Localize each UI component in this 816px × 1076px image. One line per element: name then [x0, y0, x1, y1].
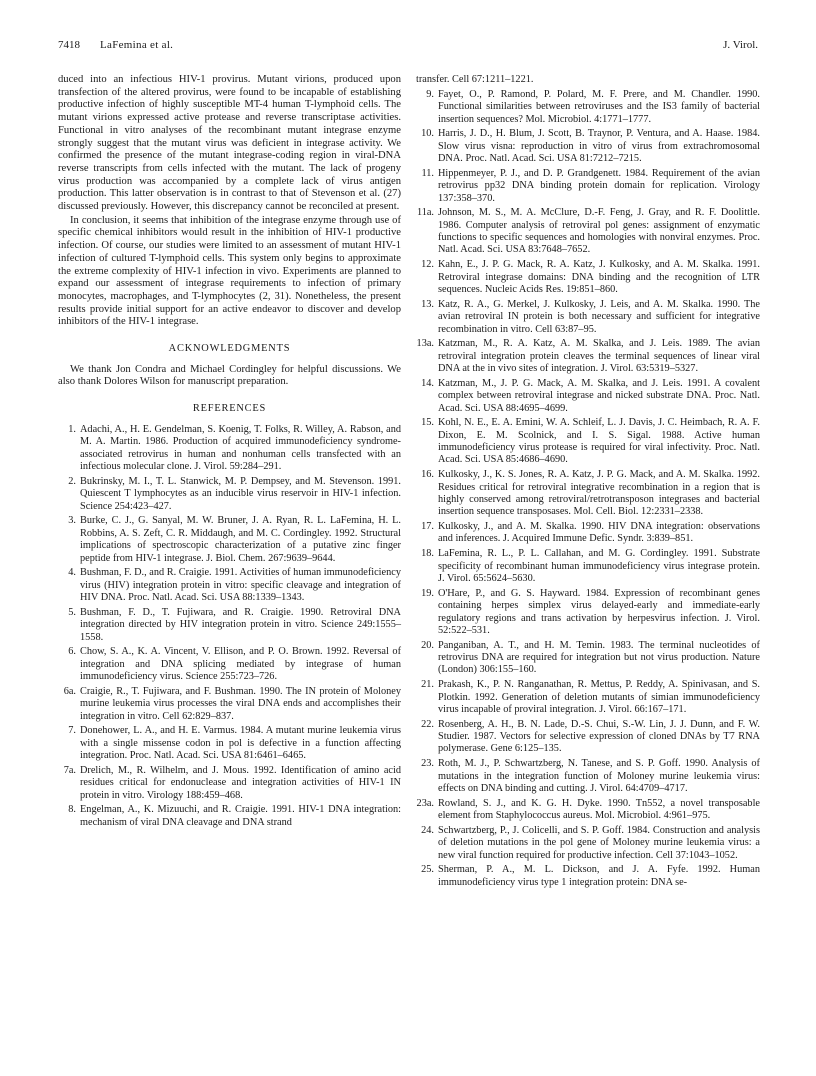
reference-entry: [416, 299, 760, 336]
reference-text: Roth, M. J., P. Schwartzberg, N. Tanese, and S. P. Goff. 1990. Analysis of mutations in the integration function of Moloney murine leukemia virus: effects on DNA binding and cutting. J. Virol. 64:4709–4717.: [438, 758, 760, 794]
reference-text: Burke, C. J., G. Sanyal, M. W. Bruner, J. A. Ryan, R. L. LaFemina, H. L. Robbins, A. S. Zeft, C. R. Middaugh, and M. C. Cordingley. 1992. Structural implications of spectroscopic characterization of a putative zinc finger peptide from HIV-1 integrase. J. Biol. Chem. 267:9639–9644.: [80, 515, 401, 564]
reference-text: Katzman, M., R. A. Katz, A. M. Skalka, and J. Leis. 1989. The avian retroviral integration protein cleaves the terminal sequences of linear viral DNA at the in vivo sites of integration. J. Virol. 63:5319–5327.: [438, 338, 760, 375]
reference-number: 23.: [421, 758, 434, 770]
reference-number: 6a.: [63, 685, 76, 697]
reference-number: 22.: [421, 718, 434, 730]
reference-number: 19.: [421, 587, 434, 599]
reference-number: 16.: [421, 469, 434, 481]
reference-text: Bushman, F. D., T. Fujiwara, and R. Craigie. 1990. Retroviral DNA integration directed by HIV integration protein in vitro. Science 249:1555–1558.: [80, 606, 401, 643]
reference-text: Harris, J. D., H. Blum, J. Scott, B. Traynor, P. Ventura, and A. Haase. 1984. Slow virus visna: reproduction in vitro of virus from extrachromosomal DNA. Proc. Natl. Acad. Sci. USA 81:7212–7215.: [438, 128, 760, 165]
reference-entry: [416, 338, 760, 375]
reference-entry: [416, 259, 760, 296]
reference-number: 18.: [421, 548, 434, 560]
reference-text: LaFemina, R. L., P. L. Callahan, and M. G. Cordingley. 1991. Substrate specificity of recombinant human immunodeficiency virus integrase protein. J. Virol. 65:5624–5630.: [438, 548, 760, 584]
reference-text: O'Hare, P., and G. S. Hayward. 1984. Expression of recombinant genes containing herpes simplex virus delayed-early and immediate-early regulatory regions and trans activation by herpesvirus infection. J. Virol. 52:522–531.: [438, 587, 760, 636]
reference-text: Panganiban, A. T., and H. M. Temin. 1983. The terminal nucleotides of retrovirus DNA are required for integration but not virus production. Nature (London) 306:155–160.: [438, 639, 760, 676]
reference-number: 12.: [421, 259, 434, 271]
reference-entry: [58, 725, 401, 762]
reference-number: 23a.: [416, 797, 434, 809]
reference-entry: [58, 424, 401, 474]
reference-entry: [416, 378, 760, 415]
reference-number: 11.: [421, 167, 434, 179]
reference-number: 2.: [68, 475, 76, 487]
reference-number: 11a.: [416, 207, 434, 219]
reference-entry: [416, 128, 760, 165]
reference-text: Kulkosky, J., K. S. Jones, R. A. Katz, J. P. G. Mack, and A. M. Skalka. 1992. Residues critical for retroviral integrative recombination in a region that is highly conserved among retroviral/retrotransposon integrases and bacterial insertion sequence transposases. Mol. Cell. Biol. 12:2331–2338.: [438, 469, 760, 518]
reference-text: Rowland, S. J., and K. G. H. Dyke. 1990. Tn552, a novel transposable element from Staphylococcus aureus. Mol. Microbiol. 4:961–975.: [438, 797, 760, 822]
reference-entry: [416, 758, 760, 795]
reference-number: 7.: [68, 725, 76, 737]
reference-text: Chow, S. A., K. A. Vincent, V. Ellison, and P. O. Brown. 1992. Reversal of integration and DNA splicing mediated by integrase of human immunodeficiency virus. Science 255:723–726.: [80, 646, 401, 683]
reference-number: 20.: [421, 639, 434, 651]
reference-number: 15.: [421, 417, 434, 429]
journal-name: J. Virol.: [723, 39, 758, 51]
reference-number: 5.: [68, 606, 76, 618]
reference-number: 7a.: [63, 764, 76, 776]
reference-text: Drelich, M., R. Wilhelm, and J. Mous. 1992. Identification of amino acid residues critical for endonuclease and integration activities of HIV-1 IN protein in vitro. Virology 188:459–468.: [80, 764, 401, 801]
reference-text: Bukrinsky, M. I., T. L. Stanwick, M. P. Dempsey, and M. Stevenson. 1991. Quiescent T lymphocytes as an inducible virus reservoir in HIV-1 infection. Science 254:423–427.: [80, 475, 401, 512]
reference-entry: [58, 476, 401, 513]
reference-number: 24.: [421, 824, 434, 836]
reference-text: Craigie, R., T. Fujiwara, and F. Bushman. 1990. The IN protein of Moloney murine leukemia virus processes the viral DNA ends and accomplishes their integration in vitro. Cell 62:829–837.: [80, 685, 401, 722]
reference-text: Katzman, M., J. P. G. Mack, A. M. Skalka, and J. Leis. 1991. A covalent complex between retroviral integrase and nicked substrate DNA. Proc. Natl. Acad. Sci. USA 88:4695–4699.: [438, 377, 760, 414]
page-number: 7418: [58, 39, 80, 51]
reference-text: Rosenberg, A. H., B. N. Lade, D.-S. Chui, S.-W. Lin, J. J. Dunn, and F. W. Studier. 1987. Vectors for selective expression of cloned DNAs by T7 RNA polymerase. Gene 6:125–135.: [438, 718, 760, 755]
reference-entry: [58, 567, 401, 604]
running-header: [58, 39, 758, 55]
reference-entry: [416, 521, 760, 546]
reference-number: 17.: [421, 521, 434, 533]
reference-entry: [416, 798, 760, 823]
reference-entry: [416, 89, 760, 126]
left-column: [58, 74, 401, 831]
reference-text: Fayet, O., P. Ramond, P. Polard, M. F. Prere, and M. Chandler. 1990. Functional similarities between retroviruses and the IS3 family of bacterial insertion sequences? Mol. Microbiol. 4:1771–1777.: [438, 88, 760, 125]
reference-text: Kohl, N. E., E. A. Emini, W. A. Schleif, L. J. Davis, J. C. Heimbach, R. A. F. Dixon, E. M. Scolnick, and I. S. Sigal. 1988. Active human immunodeficiency virus protease is required for viral infectivity. Proc. Natl. Acad. Sci. USA 85:4686–4690.: [438, 417, 760, 466]
reference-entry: [416, 548, 760, 585]
reference-text: Hippenmeyer, P. J., and D. P. Grandgenett. 1984. Requirement of the avian retrovirus pp32 DNA binding protein domain for replication. Virology 137:358–370.: [438, 167, 760, 204]
conclusion-paragraph: In conclusion, it seems that inhibition of the integrase enzyme through use of specific chemical inhibitors would result in the inhibition of HIV-1 productive infection. Of course, our studies were limited to an assessment of mutant HIV-1 infection of cultured T-lymphoid cells. This system only begins to approximate the extreme complexity of HIV-1 infection in vivo. Experiments are planned to expand our assessment of integrase requirements to infection of primary monocytes, macrophages, and T-lymphocytes (2, 31). Nonetheless, the present results provide initial support for an active endeavor to discover and develop inhibitors of the HIV-1 integrase.: [58, 214, 401, 328]
running-authors: LaFemina et al.: [100, 39, 174, 51]
reference-number: 13a.: [416, 338, 434, 350]
reference-entry: [416, 719, 760, 756]
references-heading: REFERENCES: [192, 403, 267, 415]
reference-number: 6.: [68, 646, 76, 658]
reference-text: Johnson, M. S., M. A. McClure, D.-F. Feng, J. Gray, and R. F. Doolittle. 1986. Computer analysis of retroviral pol genes: assignment of enzymatic functions to specific sequences and homologies with nonviral enzymes. Proc. Natl. Acad. Sci. USA 83:7648–7652.: [438, 207, 760, 256]
reference-entry: [416, 864, 760, 889]
reference-number: 14.: [421, 377, 434, 389]
reference-text: Prakash, K., P. N. Ranganathan, R. Mettus, P. Reddy, A. Spinivasan, and S. Plotkin. 1992. Generation of deletion mutants of simian immunodeficiency virus incapable of proviral integration. J. Virol. 66:167–171.: [438, 679, 760, 715]
reference-entry: [58, 804, 401, 829]
reference-number: 8.: [68, 804, 76, 816]
reference-number: 25.: [421, 864, 434, 876]
reference-number: 13.: [421, 298, 434, 310]
reference-text: Engelman, A., K. Mizuuchi, and R. Craigie. 1991. HIV-1 DNA integration: mechanism of viral DNA cleavage and DNA strand: [80, 804, 401, 828]
reference-entry: [416, 168, 760, 205]
reference-entry: [58, 607, 401, 644]
reference-text: Kahn, E., J. P. G. Mack, R. A. Katz, J. Kulkosky, and A. M. Skalka. 1991. Retroviral integrase domains: DNA binding and the recognition of LTR sequences. Nucleic Acids Res. 19:851–860.: [438, 259, 760, 295]
reference-entry: [416, 469, 760, 519]
reference-number: 10.: [421, 128, 434, 140]
reference-number: 4.: [68, 567, 76, 579]
body-paragraph: duced into an infectious HIV-1 provirus. Mutant virions, produced upon transfection of the altered provirus, were found to be incapable of establishing productive infection of highly susceptible MT-4 human T-lymphoid cells. The mutant virions expressed active protease and reverse transcriptase activities. Functional in vitro analyses of the recombinant mutant integrase enzyme strongly suggest that the mutant virus was deficient in integrase activity. We confirmed the presence of the mutant integrase-coding region in viral-DNA reverse transcripts from cells infected with the mutant. The lack of progeny virus production was accompanied by a complete lack of virus antigen production. This latter observation is in contrast to that of Stevenson et al. (27) discussed previously. However, this discrepancy cannot be reconciled at present.: [58, 74, 401, 213]
reference-number: 1.: [68, 423, 76, 435]
reference-text: Katz, R. A., G. Merkel, J. Kulkosky, J. Leis, and A. M. Skalka. 1990. The avian retroviral IN protein is both necessary and sufficient for integrative recombination in vitro. Cell 63:87–95.: [438, 298, 760, 335]
reference-number: 9.: [426, 88, 434, 100]
reference-entry: [416, 825, 760, 862]
reference-text: Bushman, F. D., and R. Craigie. 1991. Activities of human immunodeficiency virus (HIV) integration protein in vitro: specific cleavage and integration of HIV DNA. Proc. Natl. Acad. Sci. USA 88:1339–1343.: [80, 567, 401, 604]
reference-text: Sherman, P. A., M. L. Dickson, and J. A. Fyfe. 1992. Human immunodeficiency virus type 1 integration protein: DNA se-: [438, 864, 760, 888]
reference-text: Kulkosky, J., and A. M. Skalka. 1990. HIV DNA integration: observations and inferences. J. Acquired Immune Defic. Syndr. 3:839–851.: [438, 521, 760, 545]
reference-entry: [416, 588, 760, 638]
reference-entry: [416, 207, 760, 257]
reference-entry: [416, 640, 760, 677]
reference-list: [58, 424, 401, 829]
reference-text: Schwartzberg, P., J. Colicelli, and S. P. Goff. 1984. Construction and analysis of deletion mutations in the pol gene of Moloney murine leukemia virus: a new viral function required for productive infection. Cell 37:1043–1052.: [438, 824, 760, 861]
acknowledgments-heading: ACKNOWLEDGMENTS: [168, 343, 291, 355]
reference-entry: [58, 515, 401, 565]
reference-continuation: transfer. Cell 67:1211–1221.: [416, 74, 534, 85]
reference-text: Donehower, L. A., and H. E. Varmus. 1984. A mutant murine leukemia virus with a single missense codon in pol is defective in a function affecting integration. Proc. Natl. Acad. Sci. USA 81:6461–6465.: [80, 725, 401, 762]
reference-text: Adachi, A., H. E. Gendelman, S. Koenig, T. Folks, R. Willey, A. Rabson, and M. A. Martin. 1986. Production of acquired immunodeficiency syndrome-associated retrovirus in human and nonhuman cells transfected with an infectious molecular clone. J. Virol. 59:284–291.: [80, 423, 401, 473]
right-column: [416, 74, 760, 891]
reference-number: 3.: [68, 515, 76, 527]
reference-entry: [58, 686, 401, 723]
reference-number: 21.: [421, 679, 434, 691]
reference-entry: [58, 765, 401, 802]
reference-entry: [416, 679, 760, 716]
acknowledgments-text: We thank Jon Condra and Michael Cordingley for helpful discussions. We also thank Dolores Wilson for manuscript preparation.: [58, 363, 401, 388]
reference-entry: [416, 417, 760, 467]
reference-entry: [58, 646, 401, 683]
reference-list: [416, 89, 760, 889]
